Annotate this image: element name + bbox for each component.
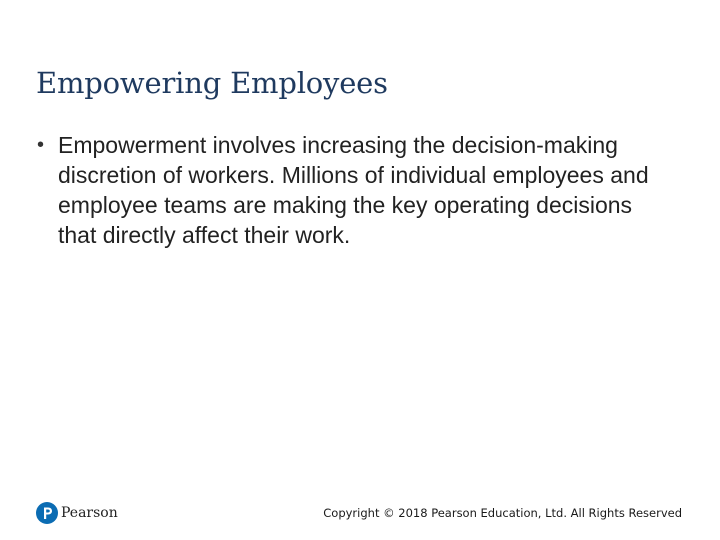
copyright-notice: Copyright © 2018 Pearson Education, Ltd. All Rights Reserved — [323, 506, 682, 520]
slide-title: Empowering Employees — [36, 66, 388, 100]
bullet-text: Empowerment involves increasing the decision-making discretion of workers. Millions of individual employees and employee teams are making the key operating decisions that directly affect their work. — [58, 132, 649, 248]
pearson-logo-text: Pearson — [61, 505, 118, 521]
bullet-item — [37, 130, 667, 250]
pearson-logo — [36, 502, 118, 524]
pearson-logo-icon — [36, 502, 58, 524]
bullet-marker: • — [37, 134, 45, 156]
bullet-list — [37, 130, 667, 250]
